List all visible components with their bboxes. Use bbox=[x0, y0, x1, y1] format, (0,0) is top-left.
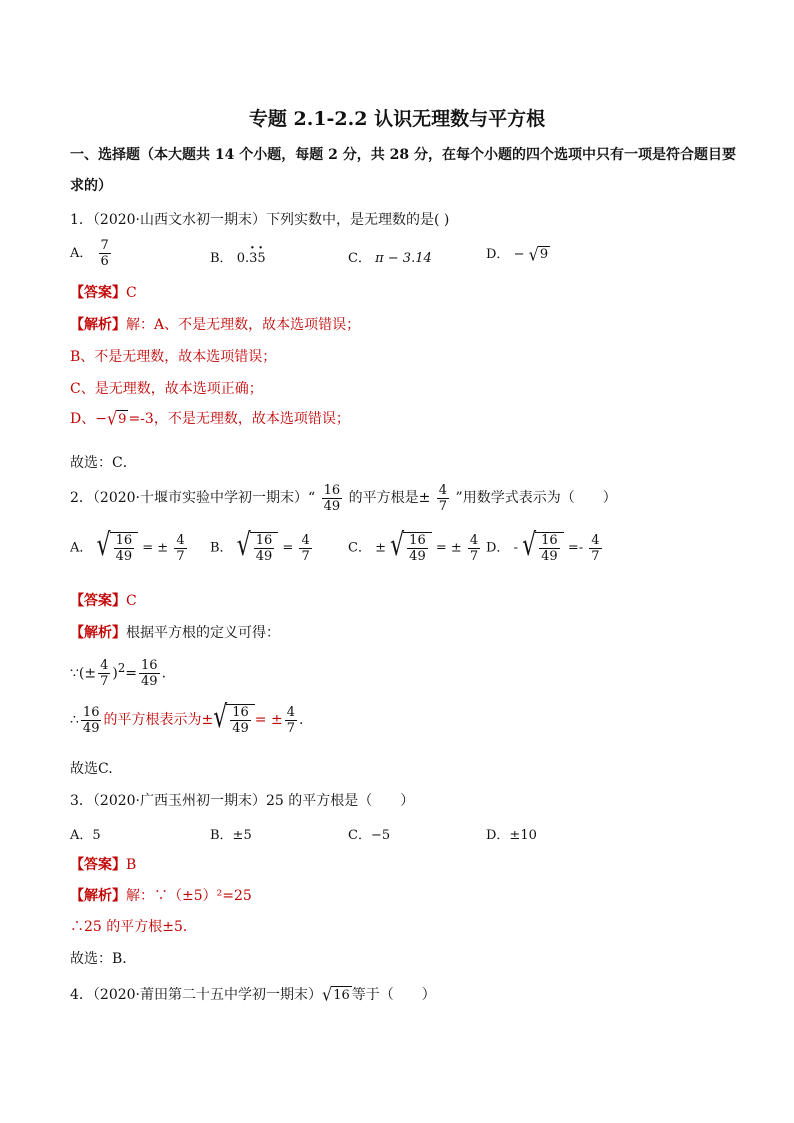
q3-option-d[interactable]: D．±10 bbox=[486, 828, 537, 843]
denominator: 7 bbox=[469, 548, 479, 564]
square-root bbox=[522, 528, 564, 564]
radicand bbox=[226, 704, 255, 736]
analysis-tag: 【解析】 bbox=[70, 625, 126, 641]
fraction bbox=[407, 533, 428, 564]
period: . bbox=[298, 712, 304, 728]
answer-tag: 【答案】 bbox=[70, 593, 126, 609]
option-label: C． bbox=[348, 251, 371, 266]
q2-analysis bbox=[70, 624, 280, 642]
decimal-prefix: 0. bbox=[236, 251, 250, 266]
minus-sign: - bbox=[513, 540, 518, 556]
numerator: 16 bbox=[255, 533, 273, 548]
analysis-text: 解：A、不是无理数，故本选项错误； bbox=[126, 317, 361, 333]
fraction bbox=[230, 705, 251, 736]
denominator: 49 bbox=[232, 721, 249, 736]
numerator: 16 bbox=[141, 658, 158, 674]
stem-suffix: 等于（ ） bbox=[351, 987, 436, 1003]
q1-option-a[interactable] bbox=[70, 238, 113, 269]
denominator: 7 bbox=[176, 548, 185, 564]
denominator: 49 bbox=[541, 549, 558, 564]
square-root bbox=[390, 528, 432, 564]
q1-option-c[interactable] bbox=[348, 247, 432, 266]
stem-prefix: 4．（2020·莆田第二十五中学初一期末） bbox=[70, 987, 322, 1003]
fraction bbox=[285, 705, 297, 736]
q3-analysis-line2: ∴25 的平方根±5． bbox=[70, 919, 197, 935]
radicand bbox=[110, 532, 139, 564]
because-symbol: ∵ bbox=[70, 665, 79, 682]
q1-option-b[interactable] bbox=[210, 247, 266, 266]
q1-analysis-line2: B、不是无理数，故本选项错误； bbox=[70, 349, 277, 365]
radicand bbox=[250, 532, 279, 564]
expr-open: (± bbox=[78, 665, 97, 682]
option-label: B． bbox=[210, 251, 233, 266]
q3-option-a[interactable]: A．5 bbox=[70, 828, 101, 843]
option-label: A． bbox=[70, 540, 93, 556]
section-heading-line1: 一、选择题（本大题共 14 个小题，每题 2 分，共 28 分，在每个小题的四个选项中只有一项是符合题目要 bbox=[70, 147, 736, 163]
repeat-digit: · 3 bbox=[249, 251, 257, 266]
denominator: 6 bbox=[100, 254, 109, 269]
equals-sign: = bbox=[125, 665, 138, 682]
q3-stem: 3．（2020·广西玉州初一期末）25 的平方根是（ ） bbox=[70, 793, 415, 809]
q1-stem: 1．（2020·山西文水初一期末）下列实数中，是无理数的是( ) bbox=[70, 212, 450, 228]
option-label: B． bbox=[210, 540, 233, 556]
q1-analysis bbox=[70, 316, 360, 334]
radical-icon: √ bbox=[96, 528, 111, 564]
q3-analysis bbox=[70, 887, 252, 905]
answer-value: C bbox=[126, 285, 137, 301]
exponent: 2 bbox=[117, 661, 126, 675]
denominator: 7 bbox=[438, 498, 448, 514]
stem-suffix: ”用数学式表示为（ ） bbox=[455, 490, 617, 506]
square-root bbox=[96, 528, 139, 564]
q2-stem bbox=[70, 478, 617, 518]
radicand: 9 bbox=[118, 411, 127, 427]
q3-option-c[interactable]: C．−5 bbox=[348, 828, 391, 843]
fraction bbox=[254, 533, 275, 564]
fraction bbox=[322, 483, 343, 514]
square-root bbox=[107, 410, 128, 428]
numerator: 4 bbox=[286, 704, 295, 720]
numerator: 4 bbox=[100, 658, 109, 674]
fraction bbox=[139, 658, 160, 689]
q2-conclusion: 故选C. bbox=[70, 761, 113, 777]
denominator: 49 bbox=[323, 498, 341, 514]
equals-text: = ± bbox=[254, 712, 283, 728]
denominator: 49 bbox=[82, 720, 100, 736]
denominator: 7 bbox=[100, 674, 109, 690]
radicand: 16 bbox=[333, 987, 350, 1003]
numerator: 16 bbox=[82, 704, 100, 720]
square-root bbox=[322, 986, 352, 1004]
square-root bbox=[236, 528, 279, 564]
answer-tag: 【答案】 bbox=[70, 857, 126, 873]
analysis-tag: 【解析】 bbox=[70, 317, 126, 333]
analysis-suffix: =-3，不是无理数，故本选项错误； bbox=[128, 411, 350, 427]
q3-conclusion: 故选：B． bbox=[70, 951, 137, 967]
radical-icon: √ bbox=[522, 528, 537, 564]
equals-text: =- bbox=[567, 540, 584, 556]
equals-text: = ± bbox=[142, 540, 169, 556]
fraction bbox=[174, 533, 186, 564]
q2-answer bbox=[70, 592, 137, 610]
period: . bbox=[161, 665, 167, 682]
analysis-tag: 【解析】 bbox=[70, 888, 126, 904]
numerator: 4 bbox=[301, 532, 310, 548]
therefore-text: 的平方根表示为± bbox=[103, 712, 214, 728]
denominator: 7 bbox=[591, 548, 600, 564]
q3-answer bbox=[70, 856, 136, 874]
q2-option-d[interactable] bbox=[486, 528, 604, 564]
q1-conclusion: 故选：C． bbox=[70, 455, 137, 471]
option-label: D． bbox=[486, 247, 510, 262]
q1-analysis-line4 bbox=[70, 410, 350, 428]
q2-option-a[interactable] bbox=[70, 528, 189, 564]
fraction bbox=[437, 483, 449, 514]
fraction bbox=[98, 658, 110, 689]
numerator: 4 bbox=[469, 532, 479, 548]
radicand: 9 bbox=[539, 247, 549, 262]
radicand bbox=[535, 532, 564, 564]
q2-option-b[interactable] bbox=[210, 528, 314, 564]
q4-stem bbox=[70, 986, 436, 1004]
square-root bbox=[213, 700, 255, 736]
numerator: 16 bbox=[541, 533, 558, 548]
numerator: 16 bbox=[232, 705, 249, 720]
denominator: 49 bbox=[255, 549, 273, 564]
numerator: 4 bbox=[438, 482, 448, 498]
stem-prefix: 2．（2020·十堰市实验中学初一期末）“ bbox=[70, 490, 316, 506]
radical-icon: √ bbox=[236, 528, 251, 564]
fraction bbox=[99, 238, 111, 269]
fraction bbox=[539, 533, 560, 564]
numerator: 16 bbox=[115, 533, 133, 548]
radical-icon: √ bbox=[322, 984, 333, 1005]
denominator: 49 bbox=[141, 674, 158, 690]
q2-option-c[interactable] bbox=[348, 528, 482, 564]
denominator: 49 bbox=[409, 549, 426, 564]
radical-icon: √ bbox=[390, 528, 405, 564]
minus-sign: − bbox=[513, 247, 525, 262]
fraction bbox=[468, 533, 480, 564]
analysis-prefix: D、− bbox=[70, 411, 107, 427]
numerator: 4 bbox=[176, 532, 185, 548]
expr-close: ) bbox=[112, 665, 118, 682]
therefore-symbol: ∴ bbox=[70, 712, 79, 728]
option-label: A． bbox=[70, 246, 93, 261]
page-title: 专题 2.1-2.2 认识无理数与平方根 bbox=[248, 108, 546, 130]
q2-therefore-line bbox=[70, 700, 303, 740]
numerator: 16 bbox=[409, 533, 426, 548]
denominator: 49 bbox=[115, 549, 133, 564]
numerator: 16 bbox=[323, 482, 341, 498]
fraction bbox=[299, 533, 311, 564]
plus-minus-sign: ± bbox=[375, 540, 386, 556]
analysis-text: 解：∵（±5）²=25 bbox=[126, 888, 252, 904]
radicand bbox=[403, 532, 432, 564]
radical-icon: √ bbox=[528, 243, 539, 265]
q3-option-b[interactable]: B．±5 bbox=[210, 828, 252, 843]
equals-text: = bbox=[282, 540, 294, 556]
option-label: C． bbox=[348, 540, 371, 556]
fraction bbox=[81, 705, 102, 736]
repeat-digit: · 5 bbox=[257, 251, 265, 266]
numerator: 4 bbox=[591, 532, 600, 548]
equals-text: = ± bbox=[435, 540, 462, 556]
option-expression: π − 3.14 bbox=[375, 251, 432, 266]
square-root bbox=[528, 243, 550, 265]
denominator: 7 bbox=[286, 720, 295, 736]
answer-value: C bbox=[126, 593, 137, 609]
radical-icon: √ bbox=[106, 408, 118, 429]
option-label: D． bbox=[486, 540, 510, 556]
fraction bbox=[114, 533, 135, 564]
answer-tag: 【答案】 bbox=[70, 285, 126, 301]
analysis-text: 根据平方根的定义可得： bbox=[126, 625, 280, 641]
fraction bbox=[589, 533, 601, 564]
q1-option-d[interactable] bbox=[486, 243, 550, 264]
numerator: 7 bbox=[100, 238, 109, 253]
q1-answer bbox=[70, 284, 137, 302]
section-heading-line2: 求的） bbox=[70, 178, 112, 194]
q1-analysis-line3: C、是无理数，故本选项正确； bbox=[70, 381, 263, 397]
stem-middle: 的平方根是± bbox=[348, 490, 431, 506]
repeating-decimal bbox=[237, 251, 266, 266]
q2-because-line bbox=[70, 648, 166, 694]
answer-value: B bbox=[126, 857, 137, 873]
radical-icon: √ bbox=[213, 700, 228, 736]
denominator: 7 bbox=[301, 548, 310, 564]
